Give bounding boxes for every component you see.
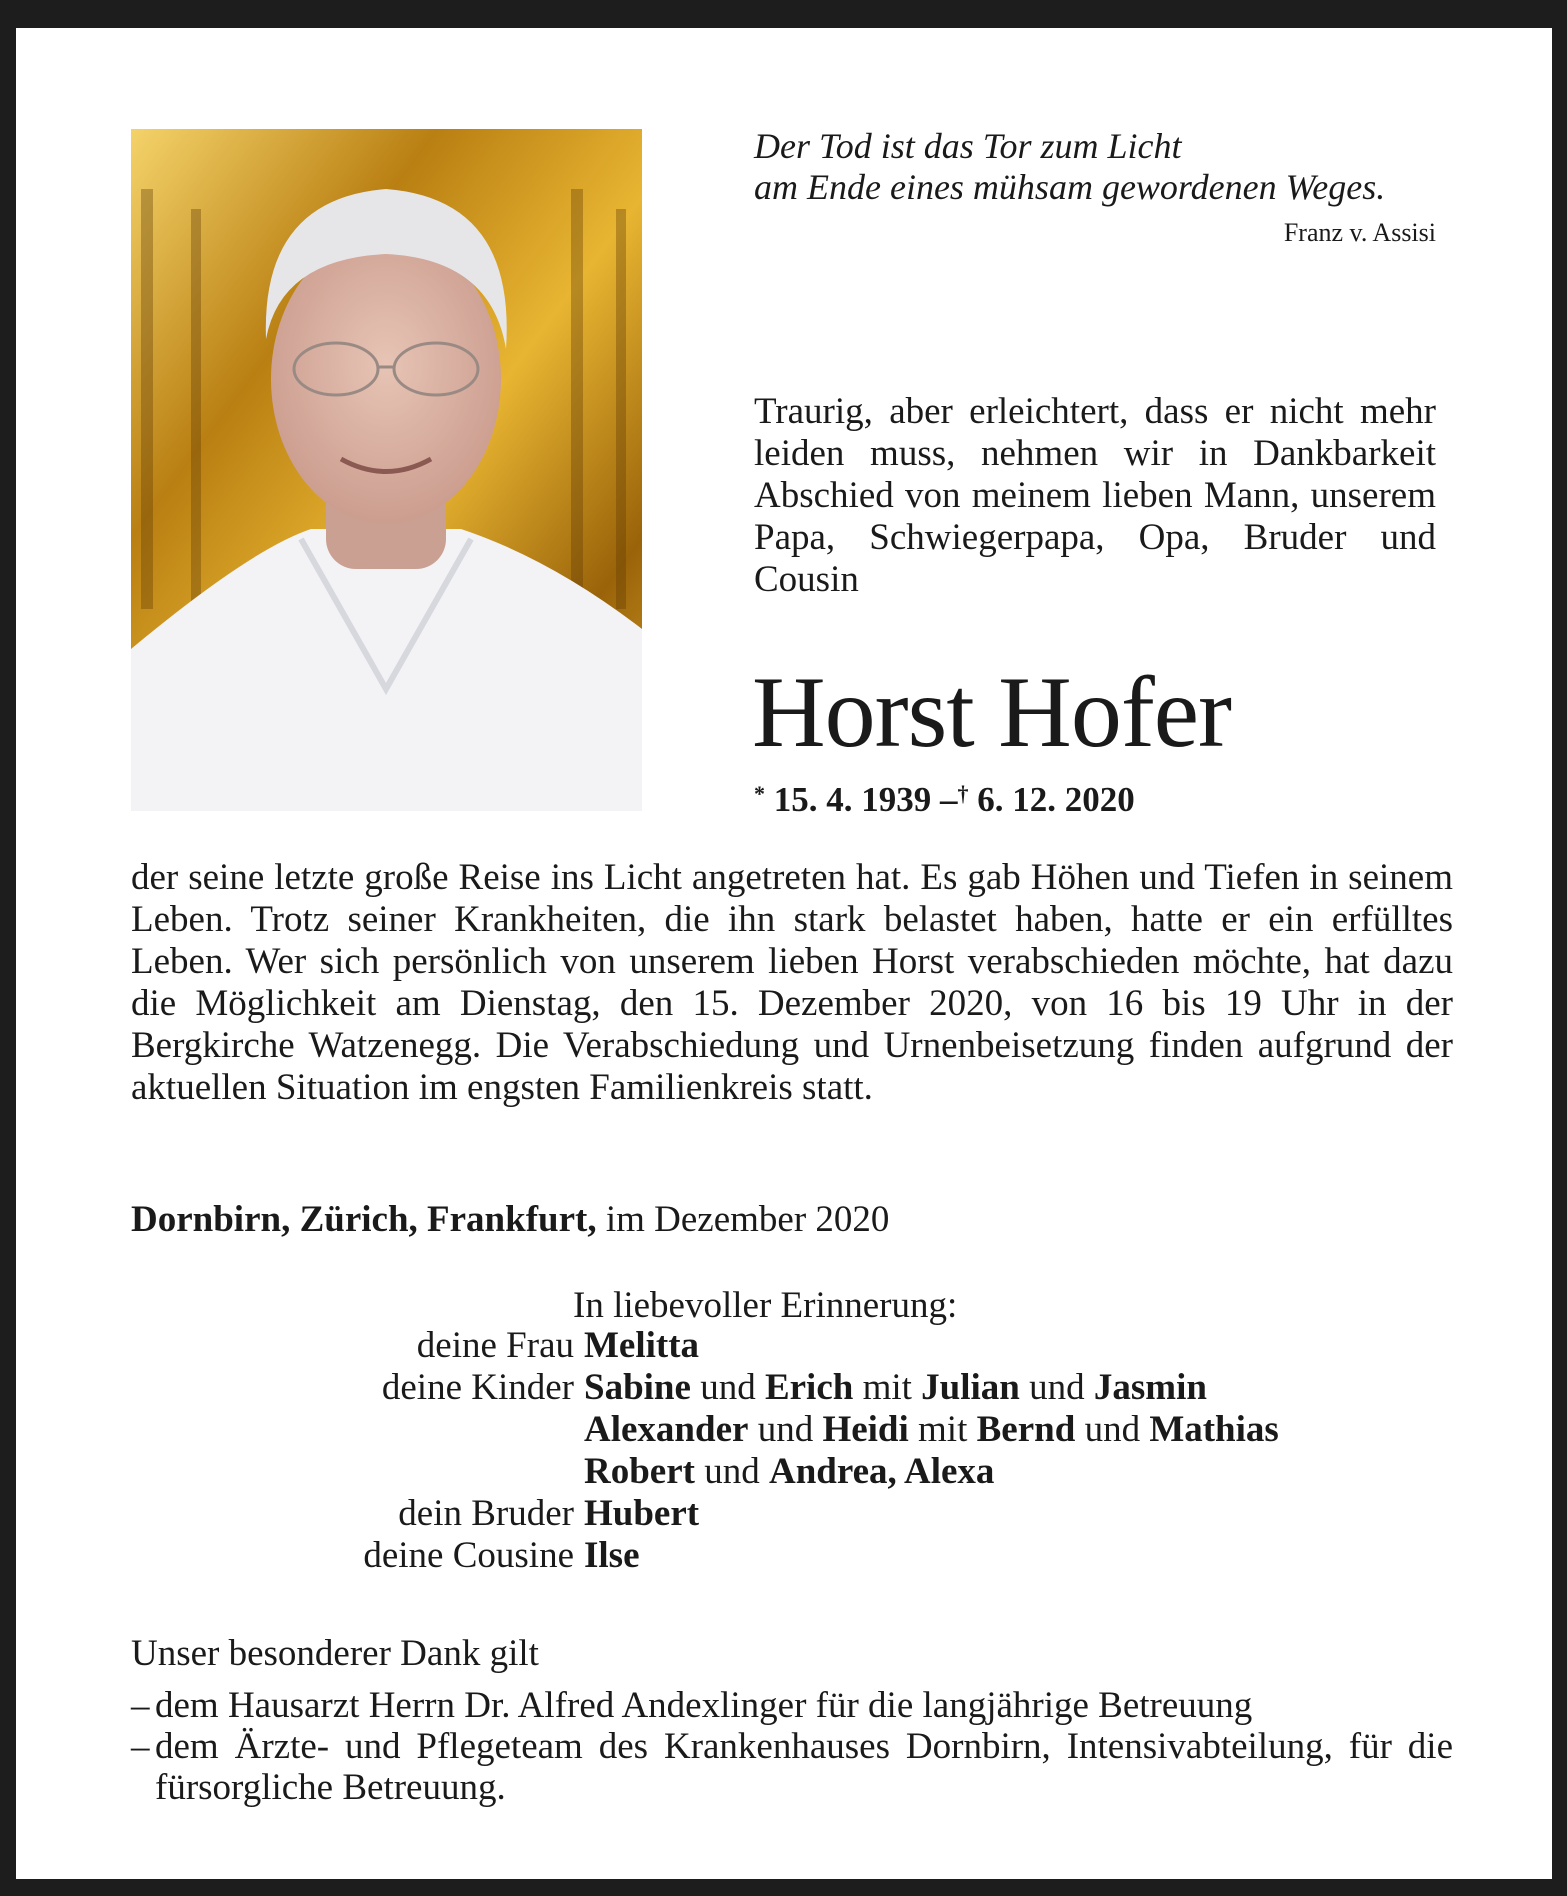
family-relation (131, 1451, 584, 1493)
family-relation: deine Frau (416, 1325, 574, 1366)
family-names (584, 1535, 640, 1577)
birth-date: 15. 4. 1939 (773, 780, 932, 819)
family-row (131, 1325, 1453, 1367)
dash: – (131, 1685, 150, 1726)
family-row (131, 1493, 1453, 1535)
quote-source: Franz v. Assisi (1283, 218, 1436, 247)
quote-line-1: Der Tod ist das Tor zum Licht (754, 126, 1182, 166)
connector-word: und (1019, 1367, 1094, 1408)
quote (754, 126, 1454, 208)
family-row (131, 1535, 1453, 1577)
family-member-name: Heidi (822, 1409, 909, 1450)
intro-text: Traurig, aber erleichtert, dass er nicht mehr leiden muss, nehmen wir in Dankbarkeit Abschied von meinem lieben Mann, unserem Papa, Schwiegerpapa, Opa, Bruder und Cousin (754, 391, 1436, 600)
deceased-name: Horst Hofer (752, 656, 1232, 769)
family-row (131, 1367, 1453, 1409)
thanks-item (131, 1726, 1453, 1808)
family-member-name: Julian (921, 1367, 1020, 1408)
family-names (584, 1493, 699, 1535)
obituary-page (16, 28, 1552, 1879)
connector-word: und (1075, 1409, 1150, 1450)
family-member-name: Bernd (976, 1409, 1076, 1450)
connector-word: mit (853, 1367, 922, 1408)
family-relation: deine Kinder (381, 1367, 574, 1408)
connector-word: und (690, 1367, 765, 1408)
family-member-name: Jasmin (1093, 1367, 1207, 1408)
thanks-heading: Unser besonderer Dank gilt (131, 1633, 539, 1674)
family-names (584, 1451, 994, 1493)
birth-symbol: * (754, 781, 765, 806)
family-names (584, 1409, 1279, 1451)
thanks-list (131, 1685, 1453, 1808)
family-relation: deine Cousine (363, 1535, 574, 1576)
place-month: im Dezember 2020 (605, 1199, 890, 1240)
family-member-name: Andrea, Alexa (768, 1451, 995, 1492)
dash: – (131, 1726, 150, 1767)
portrait-photo (131, 129, 642, 811)
family-member-name: Robert (584, 1451, 695, 1492)
family-relation: dein Bruder (398, 1493, 574, 1534)
family-names (584, 1367, 1207, 1409)
family-names (584, 1325, 699, 1367)
thanks-item-text: dem Hausarzt Herrn Dr. Alfred Andexlinger für die langjährige Betreuung (155, 1685, 1253, 1726)
family-member-name: Alexander (584, 1409, 749, 1450)
family-member-name: Ilse (584, 1535, 640, 1576)
family-row (131, 1409, 1453, 1451)
family-member-name: Mathias (1149, 1409, 1279, 1450)
death-symbol: † (957, 781, 969, 806)
family-row (131, 1451, 1453, 1493)
thanks-item (131, 1685, 1453, 1726)
family-member-name: Sabine (584, 1367, 691, 1408)
place-date (131, 1198, 889, 1241)
connector-word: und (748, 1409, 823, 1450)
family-list (131, 1325, 1453, 1577)
family-member-name: Erich (764, 1367, 854, 1408)
date-separator: – (940, 780, 958, 819)
family-member-name: Melitta (584, 1325, 700, 1366)
death-date: 6. 12. 2020 (977, 780, 1135, 819)
memory-heading: In liebevoller Erinnerung: (573, 1285, 958, 1326)
life-dates (754, 780, 1135, 820)
connector-word: mit (908, 1409, 977, 1450)
place-cities: Dornbirn, Zürich, Frankfurt, (131, 1199, 597, 1240)
family-member-name: Hubert (584, 1493, 700, 1534)
family-relation (131, 1409, 584, 1451)
connector-word: und (694, 1451, 769, 1492)
quote-line-2: am Ende eines mühsam gewordenen Weges. (754, 167, 1386, 207)
body-text: der seine letzte große Reise ins Licht angetreten hat. Es gab Höhen und Tiefen in seinem Leben. Trotz seiner Krankheiten, die ihn stark belastet haben, hatte er ein erfülltes Leben. Wer sich persönlich von unserem lieben Horst verabschieden möchte, hat dazu die Möglichkeit am Dienstag, den 15. Dezember 2020, von 16 bis 19 Uhr in der Bergkirche Watzenegg. Die Verabschiedung und Urnenbeisetzung finden aufgrund der aktuellen Situation im engsten Familienkreis statt. (131, 857, 1453, 1108)
thanks-item-text: dem Ärzte- und Pflegeteam des Krankenhauses Dornbirn, Intensivabteilung, für die fürsorgliche Betreuung. (155, 1726, 1453, 1808)
